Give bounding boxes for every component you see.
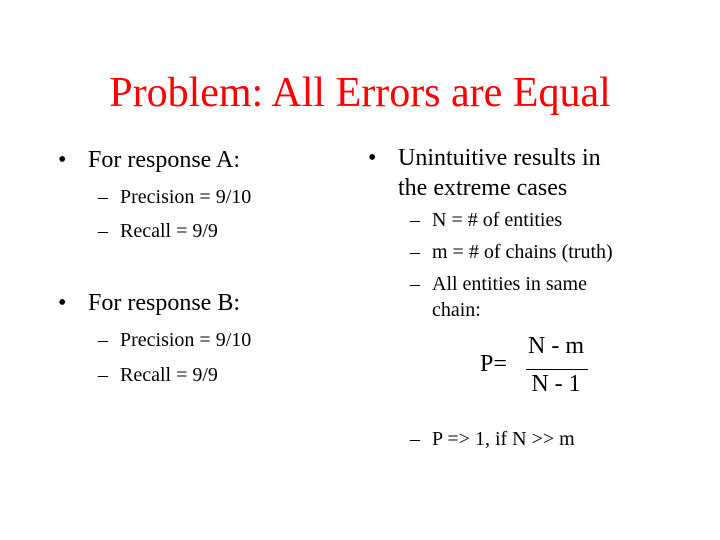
sub-bullet-text: P => 1, if N >> m: [432, 428, 575, 450]
dash-icon: –: [410, 428, 420, 450]
sub-bullet-text: Precision = 9/10: [120, 329, 252, 351]
dash-icon: –: [98, 186, 108, 208]
formula-numerator: N - m: [528, 333, 584, 359]
sub-bullet-text-line-2: chain:: [432, 299, 481, 321]
sub-bullet-text: m = # of chains (truth): [432, 241, 613, 263]
dash-icon: –: [98, 220, 108, 242]
formula-denominator: N - 1: [531, 371, 581, 397]
bullet-icon: •: [368, 145, 377, 171]
sub-bullet-text: N = # of entities: [432, 209, 563, 231]
fraction-bar: [526, 369, 588, 370]
dash-icon: –: [98, 329, 108, 351]
bullet-text: For response B:: [88, 290, 240, 316]
sub-bullet-text-line-1: All entities in same: [432, 273, 587, 295]
dash-icon: –: [410, 241, 420, 263]
formula-lhs: P=: [480, 351, 507, 377]
slide-title: Problem: All Errors are Equal: [109, 70, 611, 116]
bullet-text: For response A:: [88, 147, 240, 173]
sub-bullet-text: Precision = 9/10: [120, 186, 252, 208]
bullet-icon: •: [58, 147, 67, 173]
precision-formula: [480, 333, 590, 403]
dash-icon: –: [410, 273, 420, 295]
dash-icon: –: [410, 209, 420, 231]
sub-bullet-text: Recall = 9/9: [120, 220, 218, 242]
bullet-text-line-2: the extreme cases: [398, 175, 568, 201]
bullet-text-line-1: Unintuitive results in: [398, 145, 601, 171]
sub-bullet-text: Recall = 9/9: [120, 364, 218, 386]
bullet-icon: •: [58, 290, 67, 316]
dash-icon: –: [98, 364, 108, 386]
